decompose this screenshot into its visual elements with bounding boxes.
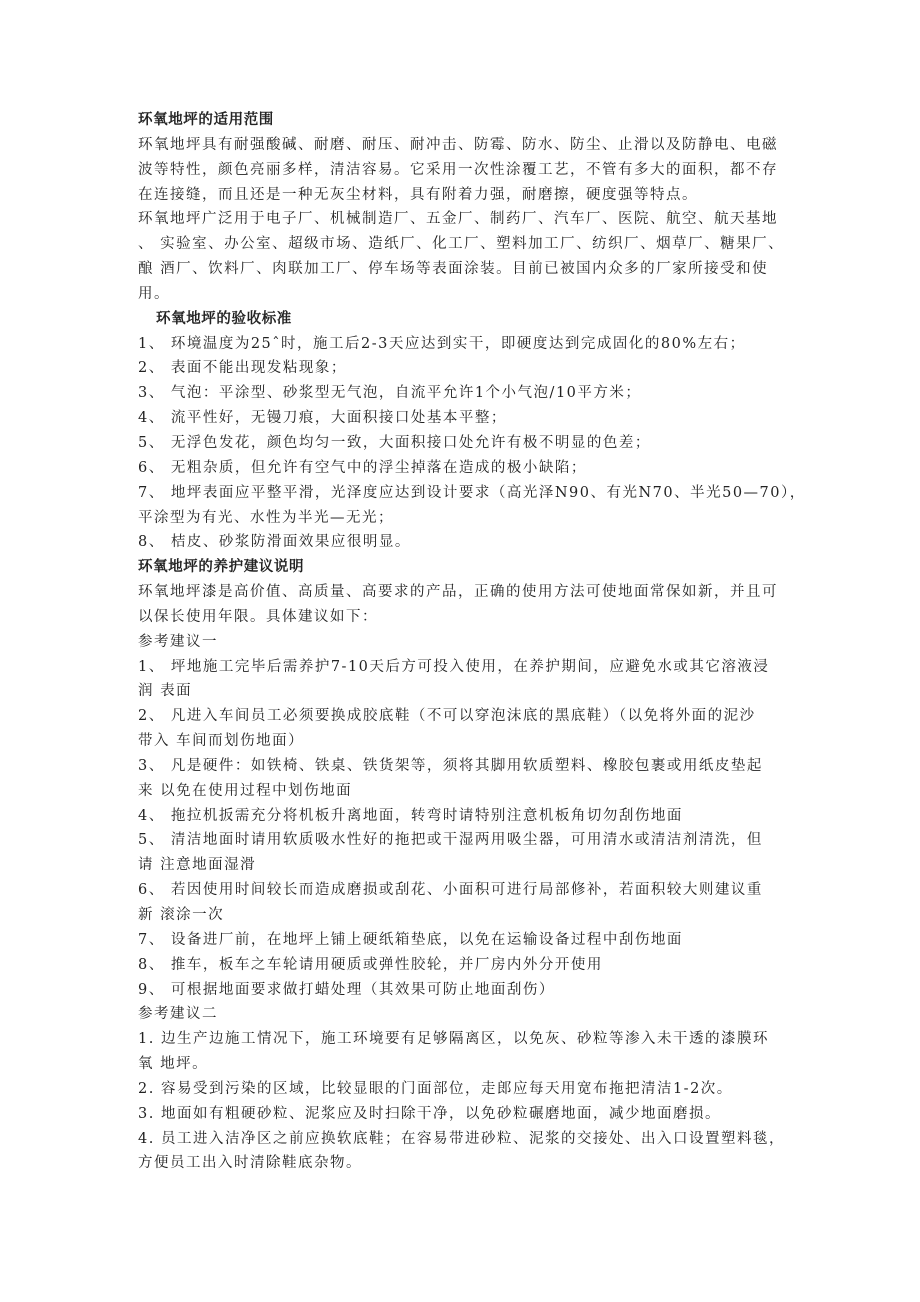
text-line: 参考建议一 [138,633,218,650]
text-line: 8、 推车，板车之车轮请用硬质或弹性胶轮，并厂房内外分开使用 [138,956,603,973]
text-line: 1、 坪地施工完毕后需养护7-10天后方可投入使用，在养护期间，应避免水或其它溶液浸 [138,658,770,675]
text-line: 4、 拖拉机扳需充分将机板升离地面，转弯时请特别注意机板角切勿刮伤地面 [138,807,683,824]
text-line: 8、 桔皮、砂浆防滑面效果应很明显。 [138,534,411,551]
text-line: 氧 地坪。 [138,1056,209,1073]
text-line: 6、 无粗杂质，但允许有空气中的浮尘掉落在造成的极小缺陷； [138,459,587,476]
text-line: 1、 环境温度为25ˆ时，施工后2-3天应达到实干，即硬度达到完成固化的80%左右； [138,335,746,352]
text-line: 3、 气泡：平涂型、砂浆型无气泡，自流平允许1个小气泡/10平方米； [138,385,642,402]
text-line: 新 滚涂一次 [138,907,225,923]
text-line: 酿 酒厂、饮料厂、肉联加工厂、停车场等表面涂装。目前已被国内众多的厂家所接受和使 [138,261,769,278]
text-line: 请 注意地面湿滑 [138,857,257,874]
text-line: 方便员工出入时清除鞋底杂物。 [138,1155,362,1172]
text-line: 平涂型为有光、水性为半光—无光； [138,509,394,526]
text-line: 环氧地坪广泛用于电子厂、机械制造厂、五金厂、制药厂、汽车厂、医院、航空、航天基地 [138,211,778,228]
text-line: 、 实验室、办公室、超级市场、造纸厂、化工厂、塑料加工厂、纺织厂、烟草厂、糖果厂、 [138,236,785,253]
text-line: 5、 清洁地面时请用软质吸水性好的拖把或干湿两用吸尘器，可用清水或清洁剂清洗，但 [138,832,763,849]
text-line: 6、 若因使用时间较长而造成磨损或刮花、小面积可进行局部修补，若面积较大则建议重 [138,882,763,899]
document-body [138,108,806,1176]
text-line: 7、 设备进厂前，在地坪上铺上硬纸箱垫底，以免在运输设备过程中刮伤地面 [138,931,683,948]
text-line: 参考建议二 [138,1006,218,1023]
text-line: 7、 地坪表面应平整平滑，光泽度应达到设计要求（高光泽N90、有光N70、半光50—70）， [138,484,806,501]
text-line: 2. 容易受到污染的区域，比较显眼的门面部位，走郎应每天用宽布拖把清洁1-2次。 [138,1080,733,1097]
text-line: 1. 边生产边施工情况下，施工环境要有足够隔离区，以免灰、砂粒等渗入未干透的漆膜环 [138,1031,769,1048]
text-line: 以保长使用年限。具体建议如下： [138,608,378,625]
text-line: 3. 地面如有粗硬砂粒、泥浆应及时扫除干净，以免砂粒碾磨地面，减少地面磨损。 [138,1105,721,1122]
text-line: 带入 车间而划伤地面） [138,733,305,750]
text-line: 环氧地坪漆是高价值、高质量、高要求的产品，正确的使用方法可使地面常保如新，并且可 [138,584,778,601]
text-line: 9、 可根据地面要求做打蜡处理（其效果可防止地面刮伤） [138,981,555,998]
text-line: 润 表面 [138,683,193,700]
text-line: 3、 凡是硬件：如铁椅、铁桌、铁货架等，须将其脚用软质塑料、橡胶包裹或用纸皮垫起 [138,757,763,774]
text-line: 来 以免在使用过程中划伤地面 [138,782,353,799]
text-line: 5、 无浮色发花，颜色均匀一致，大面积接口处允许有极不明显的色差； [138,434,651,451]
section-heading: 环氧地坪的验收标准 [156,310,292,327]
text-line: 在连接缝，而且还是一种无灰尘材料，具有附着力强，耐磨擦，硬度强等特点。 [138,186,698,203]
text-line: 环氧地坪具有耐强酸碱、耐磨、耐压、耐冲击、防霉、防水、防尘、止滑以及防静电、电磁 [138,136,778,153]
text-line: 2、 表面不能出现发粘现象； [138,360,347,377]
section-heading: 环氧地坪的养护建议说明 [138,559,305,576]
text-line: 4. 员工进入洁净区之前应换软底鞋；在容易带进砂粒、泥浆的交接处、出入口设置塑料毯， [138,1130,785,1147]
text-line: 4、 流平性好，无镘刀痕，大面积接口处基本平整； [138,410,507,427]
text-line: 用。 [138,285,170,302]
text-line: 2、 凡进入车间员工必须要换成胶底鞋（不可以穿泡沫底的黑底鞋）（以免将外面的泥沙 [138,708,756,725]
text-line: 波等特性，颜色亮丽多样，清洁容易。它采用一次性涂覆工艺，不管有多大的面积，都不存 [138,161,778,178]
section-heading: 环氧地坪的适用范围 [138,112,274,128]
